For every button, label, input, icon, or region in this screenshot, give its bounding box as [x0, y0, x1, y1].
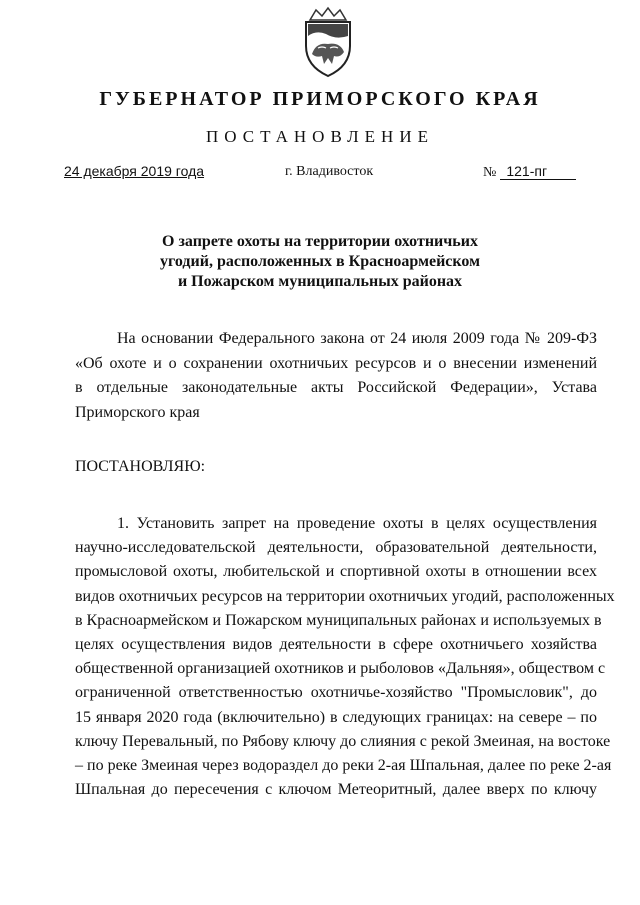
paragraph-line: – по реке Змеиная через водораздел до реки 2-ая Шпальная, далее по реке 2-ая	[75, 756, 612, 774]
paragraph-line: 15 января 2020 года (включительно) в следующих границах: на севере – по	[75, 708, 597, 726]
title-line: и Пожарском муниципальных районах	[177, 273, 463, 290]
paragraph-line: видов охотничьих ресурсов на территории охотничьих угодий, расположенных	[75, 587, 615, 605]
document-type: ПОСТАНОВЛЕНИЕ	[205, 127, 434, 146]
title-line: угодий, расположенных в Красноармейском	[160, 253, 480, 270]
paragraph-line: На основании Федерального закона от 24 июля 2009 года № 209-ФЗ	[117, 330, 597, 347]
title-line: О запрете охоты на территории охотничьих	[162, 233, 478, 250]
paragraph-line: в отдельные законодательные акты Российской Федерации», Устава	[75, 379, 597, 396]
paragraph-line: научно-исследовательской деятельности, образовательной деятельности,	[75, 539, 597, 557]
primorsky-krai-coat-of-arms-icon	[296, 6, 360, 78]
paragraph-line: общественной организацией охотников и рыболовов «Дальняя», обществом с	[75, 660, 606, 678]
issuer-heading: ГУБЕРНАТОР ПРИМОРСКОГО КРАЯ	[99, 88, 541, 110]
document-title	[0, 232, 640, 292]
paragraph-line: ключу Перевальный, по Рябову ключу до слияния с рекой Змеиная, на востоке	[75, 732, 611, 750]
paragraph-line: 1. Установить запрет на проведение охоты в целях осуществления	[117, 515, 597, 532]
paragraph-line: целях осуществления видов деятельности в сфере охотничьего хозяйства	[75, 635, 597, 653]
number-value: 121-пг	[500, 163, 576, 180]
paragraph-line: Приморского края	[75, 403, 200, 421]
document-number	[483, 163, 576, 181]
decree-word: ПОСТАНОВЛЯЮ:	[75, 458, 206, 475]
document-city: г. Владивосток	[285, 164, 374, 179]
paragraph-line: ограниченной ответственностью охотничье-хозяйство "Промысловик", до	[75, 684, 597, 702]
paragraph-line: Шпальная до пересечения с ключом Метеоритный, далее вверх по ключу	[75, 781, 597, 799]
paragraph-line: промысловой охоты, любительской и спортивной охоты в отношении всех	[75, 563, 597, 581]
paragraph-line: в Красноармейском и Пожарском муниципальных районах и используемых в	[75, 611, 602, 629]
item-1-paragraph	[75, 512, 615, 802]
number-label: №	[483, 165, 497, 180]
paragraph-line: «Об охоте и о сохранении охотничьих ресурсов и о внесении изменений	[75, 354, 597, 372]
basis-paragraph	[75, 327, 597, 425]
document-date: 24 декабря 2019 года	[64, 163, 205, 179]
